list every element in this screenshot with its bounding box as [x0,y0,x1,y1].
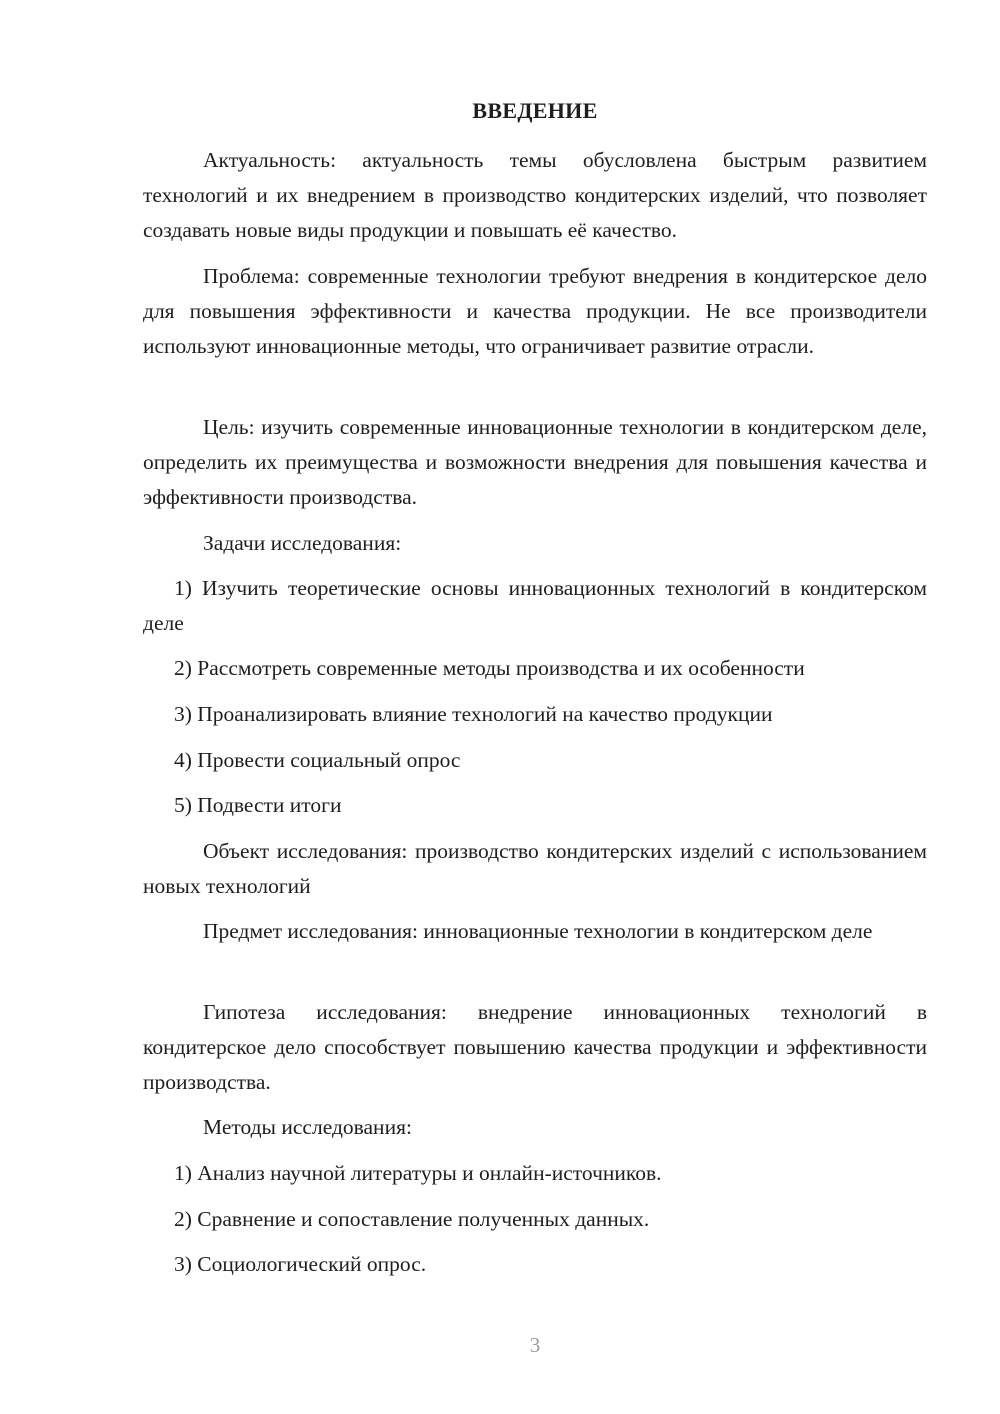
task-item: 4) Провести социальный опрос [174,748,461,772]
page-title: ВВЕДЕНИЕ [472,98,598,123]
task-item: 3) Проанализировать влияние технологий на качество продукции [174,702,773,726]
method-item: 2) Сравнение и сопоставление полученных данных. [174,1207,650,1231]
goal-paragraph: Цель: изучить современные инновационные технологии в кондитерском деле, определить их преимущества и возможности внедрения для повышения качества и эффективности производства. [143,415,927,509]
method-item: 3) Социологический опрос. [174,1252,427,1276]
tasks-heading: Задачи исследования: [203,531,402,555]
relevance-paragraph: Актуальность: актуальность темы обусловлена быстрым развитием технологий и их внедрением в производство кондитерских изделий, что позволяет создавать новые виды продукции и повышать её качество. [143,148,927,242]
task-item: 2) Рассмотреть современные методы производства и их особенности [174,656,805,680]
hypothesis-paragraph: Гипотеза исследования: внедрение инновационных технологий в кондитерское дело способствует повышению качества продукции и эффективности производства. [143,1000,927,1094]
page-number: 3 [529,1333,541,1357]
methods-heading: Методы исследования: [203,1115,412,1139]
method-item: 1) Анализ научной литературы и онлайн-источников. [174,1161,662,1185]
problem-paragraph: Проблема: современные технологии требуют внедрения в кондитерское дело для повышения эффективности и качества продукции. Не все производители используют инновационные методы, что ограничивает развитие отрасли. [143,264,927,358]
subject-paragraph: Предмет исследования: инновационные технологии в кондитерском деле [203,919,873,943]
task-item: 1) Изучить теоретические основы инновационных технологий в кондитерском деле [143,576,927,635]
task-item: 5) Подвести итоги [174,793,342,817]
object-paragraph: Объект исследования: производство кондитерских изделий с использованием новых технологий [143,839,927,898]
